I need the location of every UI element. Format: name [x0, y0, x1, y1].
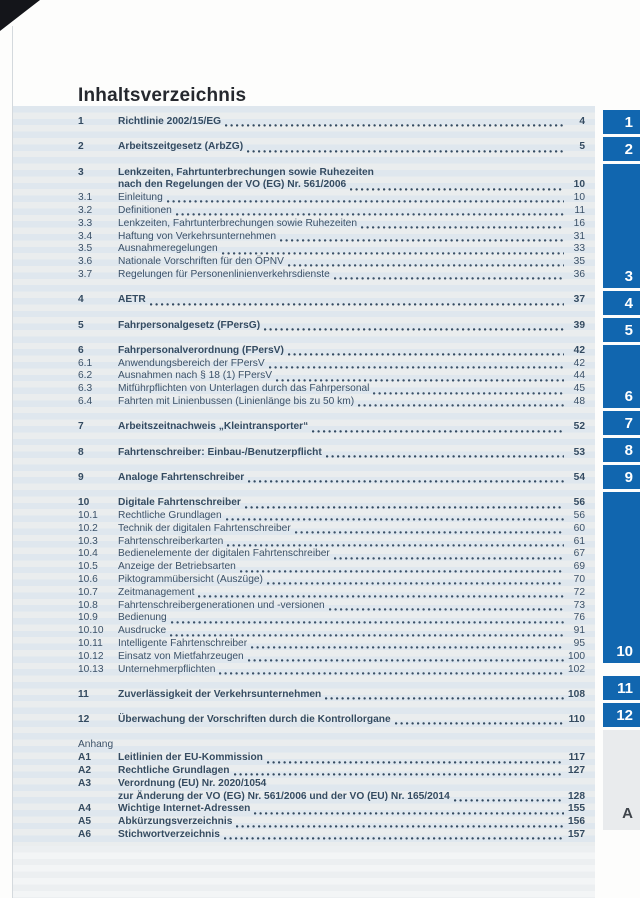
dot-leader: [312, 424, 564, 433]
toc-row: [78, 612, 585, 625]
toc-row: [78, 116, 585, 129]
toc-section: [78, 167, 585, 282]
toc-entry-number: 10.5: [78, 561, 98, 573]
toc-entry-title: Mitführpflichten von Unterlagen durch das Fahrpersonal: [118, 383, 370, 395]
toc-row: [78, 548, 585, 561]
toc-row: [78, 651, 585, 664]
dot-leader: [334, 551, 564, 560]
toc-entry-number: A4: [78, 803, 92, 815]
dot-leader: [198, 589, 564, 598]
toc-entry-page: 33: [573, 243, 585, 255]
dot-leader: [251, 640, 564, 649]
toc-entry-page: 36: [573, 268, 585, 280]
toc-entry-page: 42: [573, 357, 585, 369]
toc-entry-title: Unternehmerpflichten: [118, 663, 216, 675]
dot-leader: [288, 347, 564, 356]
toc-row: [78, 778, 585, 791]
toc-entry-title: Ausnahmen nach § 18 (1) FPersV: [118, 370, 273, 382]
toc-row: [78, 205, 585, 218]
dot-leader: [150, 297, 564, 306]
toc-row: [78, 765, 585, 778]
toc-entry-title: Zuverlässigkeit der Verkehrsunternehmen: [118, 688, 322, 700]
toc-entry-title: Fahrpersonalgesetz (FPersG): [118, 319, 261, 331]
toc-entry-title: Lenkzeiten, Fahrtunterbrechungen sowie Ruhezeiten: [118, 217, 357, 229]
toc-entry-title: Ausdrucke: [118, 625, 167, 637]
toc-entry-number: A3: [78, 777, 92, 789]
dot-leader: [224, 831, 564, 840]
dot-leader: [219, 666, 564, 675]
toc-row: [78, 320, 585, 333]
toc-entry-title: Stichwortverzeichnis: [118, 829, 220, 841]
toc-entry-number: A6: [78, 829, 92, 841]
toc-entry-number: 3.6: [78, 256, 93, 268]
dot-leader: [267, 755, 564, 764]
thumb-tab-label: 4: [624, 294, 633, 312]
dot-leader: [171, 615, 564, 624]
toc-row: [78, 523, 585, 536]
toc-row: [78, 714, 585, 727]
toc-entry-title: Lenkzeiten, Fahrtunterbrechungen sowie Ruhezeiten: [118, 166, 374, 178]
toc-row: [78, 231, 585, 244]
toc-row: [78, 179, 585, 192]
toc-section: [78, 497, 585, 676]
toc-entry-page: 72: [573, 586, 585, 598]
toc-entry-number: A5: [78, 816, 92, 828]
toc-entry-page: 102: [568, 663, 585, 675]
toc-section: [78, 116, 585, 129]
toc-row: [78, 447, 585, 460]
dot-leader: [264, 322, 564, 331]
toc-entry-title: Verordnung (EU) Nr. 2020/1054: [118, 777, 267, 789]
toc-entry-page: 16: [573, 217, 585, 229]
toc-entry-page: 100: [568, 650, 585, 662]
toc-entry-number: 6.1: [78, 357, 93, 369]
dot-leader: [350, 182, 564, 191]
toc-section: [78, 141, 585, 154]
toc-entry-title: AETR: [118, 294, 146, 306]
dot-leader: [225, 118, 564, 127]
toc-row: [78, 396, 585, 409]
anhang-items: [78, 752, 585, 842]
thumb-tab-4: [603, 291, 640, 315]
toc-entry-title: Fahrtenschreiberkarten: [118, 535, 224, 547]
toc-entry-title: Einleitung: [118, 192, 163, 204]
toc-entry-page: 61: [573, 535, 585, 547]
toc-row: [78, 829, 585, 842]
dot-leader: [176, 207, 564, 216]
toc-row: [78, 536, 585, 549]
toc-entry-title: Digitale Fahrtenschreiber: [118, 497, 241, 509]
toc-entry-title: Fahrtenschreibergenerationen und -versionen: [118, 599, 325, 611]
thumb-tab-6: [603, 345, 640, 408]
dot-leader: [361, 220, 564, 229]
toc-row: [78, 600, 585, 613]
thumb-tab-label: 2: [624, 140, 633, 158]
toc-row: [78, 294, 585, 307]
toc-entry-number: 9: [78, 471, 84, 483]
toc-row: [78, 638, 585, 651]
dot-leader: [248, 653, 564, 662]
toc-entry-page: 54: [573, 471, 585, 483]
toc-entry-page: 5: [579, 141, 585, 153]
toc-row: [78, 269, 585, 282]
toc-entry-page: 52: [573, 421, 585, 433]
toc-section: [78, 714, 585, 727]
toc-entry-number: 3: [78, 166, 84, 178]
thumb-tab-label: 1: [624, 113, 633, 131]
toc-section: [78, 345, 585, 409]
dot-leader: [267, 576, 564, 585]
toc-entry-title: Zeitmanagement: [118, 586, 195, 598]
dot-leader: [395, 716, 564, 725]
toc-row: [78, 192, 585, 205]
toc-entry-page: 48: [573, 396, 585, 408]
toc-entry-number: 1: [78, 116, 84, 127]
toc-entry-number: 3.7: [78, 268, 93, 280]
dot-leader: [269, 360, 564, 369]
toc-entry-number: 8: [78, 446, 84, 458]
toc-row: [78, 803, 585, 816]
dot-leader: [373, 386, 564, 395]
toc-entry-title: Fahrten mit Linienbussen (Linienlänge bis zu 50 km): [118, 396, 355, 408]
dot-leader: [222, 246, 564, 255]
toc-entry-title: Abkürzungsverzeichnis: [118, 816, 233, 828]
toc-entry-title: Arbeitszeitgesetz (ArbZG): [118, 141, 244, 153]
toc-entry-page: 31: [573, 230, 585, 242]
toc-entry-title: Piktogrammübersicht (Auszüge): [118, 574, 263, 586]
toc-entry-page: 44: [573, 370, 585, 382]
toc-entry-number: 3.4: [78, 230, 93, 242]
toc-entry-number: 10.6: [78, 574, 98, 586]
toc-entry-title: Haftung von Verkehrsunternehmen: [118, 230, 277, 242]
dot-leader: [226, 512, 564, 521]
toc-entry-title: Einsatz von Mietfahrzeugen: [118, 650, 244, 662]
thumb-tab-label: 11: [617, 679, 633, 697]
toc-entry-number: 10.12: [78, 650, 104, 662]
thumb-tab-5: [603, 318, 640, 342]
toc-section: [78, 294, 585, 307]
toc-row: [78, 345, 585, 358]
anhang-label: Anhang: [78, 739, 114, 751]
toc-entry-number: 3.1: [78, 192, 93, 204]
thumb-tab-3: [603, 164, 640, 288]
toc-row: [78, 510, 585, 523]
toc-row: [78, 816, 585, 829]
dot-leader: [334, 271, 564, 280]
toc-entry-number: 5: [78, 319, 84, 331]
anhang-label-row: [78, 739, 585, 752]
toc-entry-title: Arbeitszeitnachweis „Kleintransporter“: [118, 421, 309, 433]
toc-row: [78, 561, 585, 574]
toc-entry-title: Überwachung der Vorschriften durch die Kontrollorgane: [118, 714, 391, 726]
toc-row: [78, 383, 585, 396]
toc-entry-number: A2: [78, 765, 92, 777]
toc-entry-page: 60: [573, 522, 585, 534]
toc-entry-title: Technik der digitalen Fahrtenschreiber: [118, 522, 291, 534]
dot-leader: [227, 538, 564, 547]
toc-entry-title: Fahrtenschreiber: Einbau-/Benutzerpflicht: [118, 446, 322, 458]
toc-row: [78, 358, 585, 371]
toc-entry-number: 10: [78, 497, 90, 509]
toc-entry-number: 6: [78, 344, 84, 356]
toc-entry-page: 108: [568, 688, 585, 700]
toc-entry-number: 6.2: [78, 370, 93, 382]
toc-entry-page: 95: [573, 638, 585, 649]
toc-entry-page: 35: [573, 256, 585, 268]
toc-entry-page: 157: [568, 829, 585, 841]
thumb-tab-8: [603, 438, 640, 462]
thumb-tab-label: 3: [624, 268, 633, 285]
dot-leader: [295, 525, 564, 534]
toc-entry-page: 4: [579, 116, 585, 127]
toc-entry-title: Bedienung: [118, 612, 167, 624]
toc-entry-title: Ausnahmeregelungen: [118, 243, 218, 255]
toc-entry-number: 4: [78, 294, 84, 306]
toc-entry-page: 70: [573, 574, 585, 586]
toc-entry-title: Regelungen für Personenlinienverkehrsdienste: [118, 268, 330, 280]
toc-entry-page: 11: [574, 204, 585, 216]
toc-row: [78, 421, 585, 434]
toc-entry-number: 10.11: [78, 638, 103, 649]
thumb-tab-label: 7: [624, 414, 633, 432]
dot-leader: [288, 258, 564, 267]
toc-entry-number: 10.7: [78, 586, 98, 598]
toc-row: [78, 497, 585, 510]
toc-entry-title: zur Änderung der VO (EG) Nr. 561/2006 und der VO (EU) Nr. 165/2014: [118, 790, 450, 802]
toc-entry-number: 3.5: [78, 243, 93, 255]
dot-leader: [276, 373, 564, 382]
toc-row: [78, 625, 585, 638]
toc-entry-page: 91: [573, 625, 585, 637]
thumb-tab-label: 9: [624, 468, 633, 486]
thumb-tab-label: A: [622, 805, 633, 822]
toc-entry-page: 128: [568, 790, 585, 802]
toc-entry-number: 10.13: [78, 663, 104, 675]
dot-leader: [236, 819, 564, 828]
dot-leader: [358, 398, 564, 407]
toc-entry-title: Definitionen: [118, 204, 172, 216]
toc-entry-title: nach den Regelungen der VO (EG) Nr. 561/2006: [118, 179, 347, 191]
toc-entry-page: 156: [568, 816, 585, 828]
toc-entry-number: 12: [78, 714, 90, 726]
toc-entry-title: Rechtliche Grundlagen: [118, 765, 230, 777]
toc-row: [78, 587, 585, 600]
dot-leader: [280, 233, 564, 242]
toc-entry-number: 10.4: [78, 548, 98, 560]
toc-section: [78, 421, 585, 434]
dot-leader: [167, 194, 564, 203]
toc-entry-title: Anwendungsbereich der FPersV: [118, 357, 265, 369]
dot-leader: [254, 806, 564, 815]
toc-entry-page: 69: [573, 561, 585, 573]
thumb-tab-12: [603, 703, 640, 727]
toc-entry-number: 2: [78, 141, 84, 153]
toc-entry-page: 10: [573, 192, 585, 204]
dot-leader: [234, 767, 564, 776]
thumb-tab-10: [603, 492, 640, 663]
toc-entry-title: Rechtliche Grundlagen: [118, 510, 222, 522]
anhang-section: [78, 739, 585, 841]
toc-row: [78, 218, 585, 231]
toc-section: [78, 320, 585, 333]
toc-entry-page: 45: [573, 383, 585, 395]
thumb-tab-11: [603, 676, 640, 700]
toc-row: [78, 752, 585, 765]
toc-row: [78, 791, 585, 804]
toc-row: [78, 167, 585, 180]
page-title: Inhaltsverzeichnis: [78, 85, 247, 106]
thumb-tab-1: [603, 110, 640, 134]
toc-list: [78, 116, 585, 727]
toc-section: [78, 689, 585, 702]
toc-entry-page: 76: [573, 612, 585, 624]
thumb-tab-anhang: [603, 730, 640, 830]
dot-leader: [240, 564, 564, 573]
page-edge-line: [12, 26, 13, 898]
toc-entry-number: 11: [78, 688, 89, 700]
dot-leader: [170, 628, 564, 637]
toc-entry-page: 127: [568, 765, 585, 777]
toc-entry-title: Anzeige der Betriebsarten: [118, 561, 236, 573]
toc-row: [78, 664, 585, 677]
toc-entry-title: Wichtige Internet-Adressen: [118, 803, 251, 815]
toc-entry-title: Leitlinien der EU-Kommission: [118, 752, 263, 764]
toc-row: [78, 256, 585, 269]
thumb-tab-label: 12: [616, 706, 633, 724]
toc-entry-number: 3.3: [78, 217, 93, 229]
dot-leader: [329, 602, 564, 611]
toc-entry-title: Nationale Vorschriften für den ÖPNV: [118, 256, 284, 268]
toc-entry-page: 117: [568, 752, 585, 764]
toc-entry-number: 10.2: [78, 522, 98, 534]
toc-entry-number: 10.8: [78, 599, 98, 611]
thumb-tab-label: 5: [624, 321, 633, 339]
toc-entry-page: 155: [568, 803, 585, 815]
dot-leader: [454, 793, 564, 802]
dot-leader: [325, 691, 564, 700]
toc-row: [78, 243, 585, 256]
dot-leader: [248, 474, 564, 483]
toc-entry-number: 10.1: [78, 510, 98, 522]
dot-leader: [326, 449, 564, 458]
thumb-tab-7: [603, 411, 640, 435]
toc-entry-number: 10.10: [78, 625, 104, 637]
toc-entry-page: 39: [573, 319, 585, 331]
thumb-tab-label: 8: [624, 441, 633, 459]
toc-entry-page: 67: [573, 548, 585, 560]
toc-entry-page: 53: [573, 446, 585, 458]
toc-entry-page: 42: [573, 344, 585, 356]
toc-entry-page: 56: [573, 510, 585, 522]
toc-row: [78, 689, 585, 702]
toc-entry-title: Richtlinie 2002/15/EG: [118, 116, 222, 127]
toc-entry-page: 56: [573, 497, 585, 509]
toc-entry-page: 73: [573, 599, 585, 611]
toc-entry-number: 3.2: [78, 204, 93, 216]
toc-entry-number: 10.9: [78, 612, 98, 624]
toc-entry-number: 6.3: [78, 383, 93, 395]
toc-section: [78, 447, 585, 460]
scan-corner-artifact: [0, 0, 40, 31]
toc-content: [78, 86, 585, 854]
toc-row: [78, 472, 585, 485]
toc-entry-title: Bedienelemente der digitalen Fahrtenschreiber: [118, 548, 330, 560]
toc-entry-page: 37: [573, 294, 585, 306]
toc-entry-number: 10.3: [78, 535, 98, 547]
toc-entry-title: Fahrpersonalverordnung (FPersV): [118, 344, 284, 356]
toc-entry-number: 6.4: [78, 396, 93, 408]
thumb-tab-2: [603, 137, 640, 161]
toc-entry-title: Intelligente Fahrtenschreiber: [118, 638, 248, 649]
toc-entry-page: 110: [568, 714, 585, 726]
thumb-tab-label: 10: [616, 643, 633, 660]
toc-row: [78, 370, 585, 383]
toc-entry-number: A1: [78, 752, 92, 764]
toc-section: [78, 472, 585, 485]
dot-leader: [245, 500, 564, 509]
toc-row: [78, 574, 585, 587]
thumb-tab-9: [603, 465, 640, 489]
toc-entry-number: 7: [78, 421, 84, 433]
toc-row: [78, 141, 585, 154]
toc-entry-page: 10: [573, 179, 585, 191]
thumb-tab-label: 6: [624, 388, 633, 405]
toc-entry-title: Analoge Fahrtenschreiber: [118, 471, 245, 483]
dot-leader: [247, 144, 564, 153]
